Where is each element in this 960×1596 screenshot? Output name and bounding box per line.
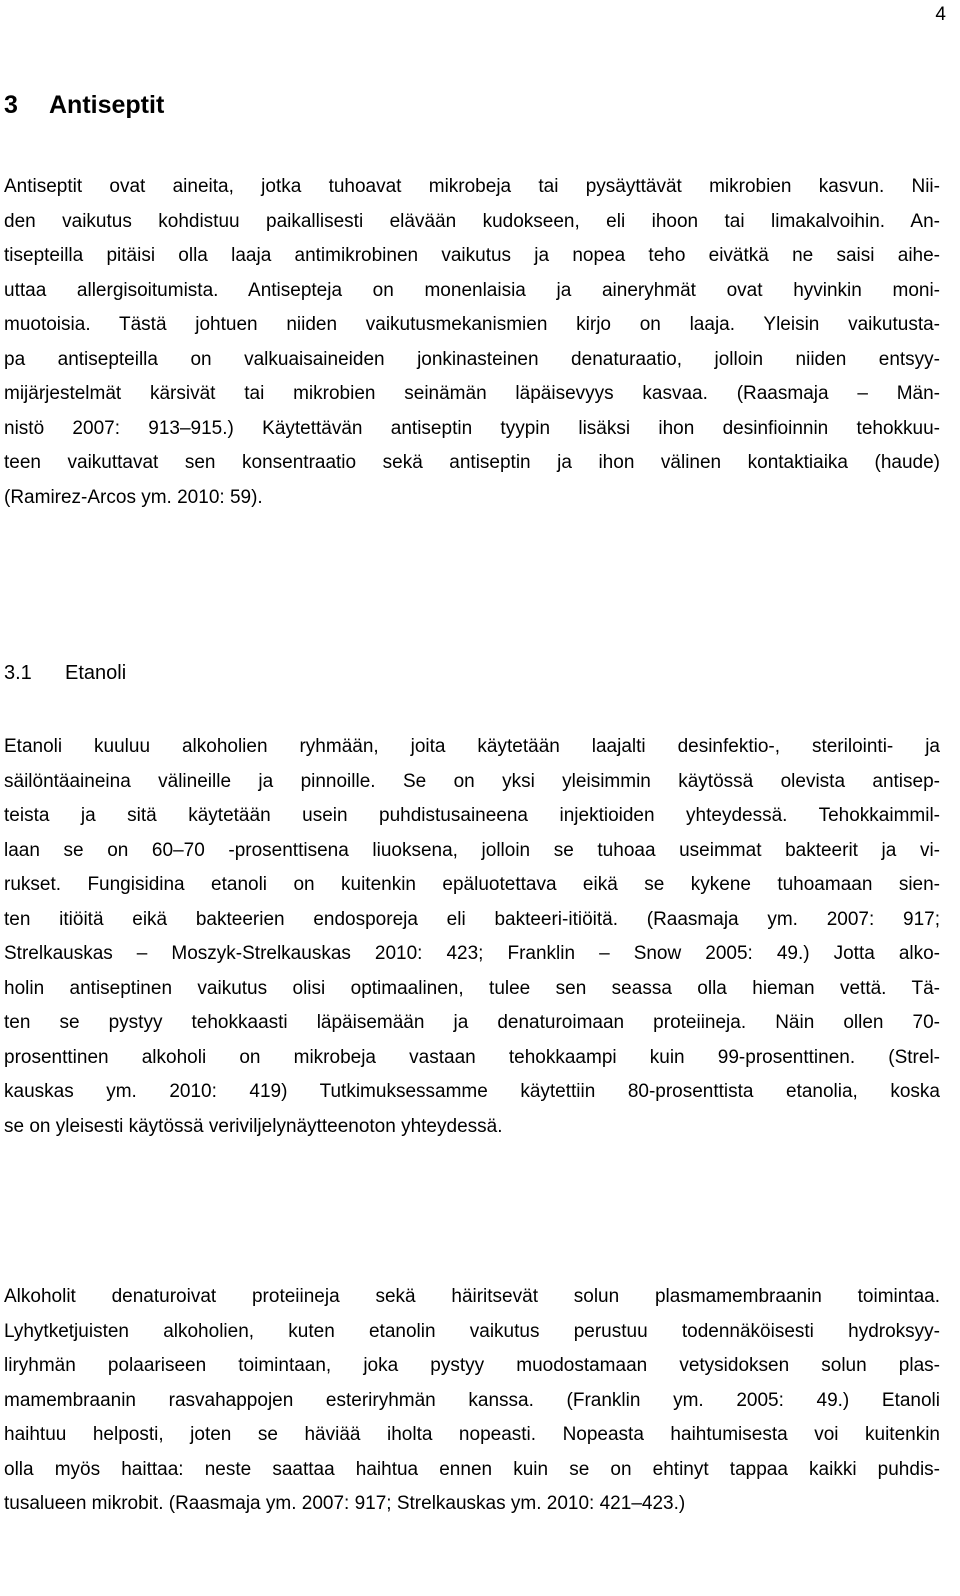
paragraph-line: nistö 2007: 913–915.) Käytettävän antiseptin tyypin lisäksi ihon desinfioinnin tehokkuu- bbox=[4, 417, 940, 439]
paragraph-line: rukset. Fungisidina etanoli on kuitenkin epäluotettava eikä se kykene tuhoamaan sien- bbox=[4, 874, 940, 895]
paragraph-line: se on yleisesti käytössä veriviljelynäytteenoton yhteydessä. bbox=[4, 1115, 503, 1137]
paragraph-line: olla myös haittaa: neste saattaa haihtua ennen kuin se on ehtinyt tappaa kaikki puhdis- bbox=[4, 1458, 940, 1480]
subsection-paragraph-2 bbox=[4, 1280, 940, 1522]
paragraph-line: kauskas ym. 2010: 419) Tutkimuksessamme käytettiin 80-prosenttista etanolia, koska bbox=[4, 1081, 940, 1102]
paragraph-line: tisepteilla pitäisi olla laaja antimikrobinen vaikutus ja nopea teho eivätkä ne saisi aihe- bbox=[4, 245, 940, 266]
paragraph-line: Etanoli kuuluu alkoholien ryhmään, joita käytetään laajalti desinfektio-, sterilointi- ja bbox=[4, 736, 940, 757]
subsection-paragraph-1 bbox=[4, 730, 940, 1144]
paragraph-line: (Ramirez-Arcos ym. 2010: 59). bbox=[4, 486, 263, 508]
paragraph-line: laan se on 60–70 -prosenttisena liuoksena, jolloin se tuhoaa useimmat bakteerit ja vi- bbox=[4, 839, 940, 861]
paragraph-line: mamembraanin rasvahappojen esteriryhmän kanssa. (Franklin ym. 2005: 49.) Etanoli bbox=[4, 1389, 940, 1411]
paragraph-line: prosenttinen alkoholi on mikrobeja vastaan tehokkaampi kuin 99-prosenttinen. (Strel- bbox=[4, 1046, 940, 1068]
paragraph-line: Alkoholit denaturoivat proteiineja sekä häiritsevät solun plasmamembraanin toimintaa. bbox=[4, 1286, 940, 1307]
paragraph-line: teista ja sitä käytetään usein puhdistusaineena injektioiden yhteydessä. Tehokkaimmil- bbox=[4, 805, 940, 826]
section-heading bbox=[4, 90, 164, 120]
paragraph-line: ten se pystyy tehokkaasti läpäisemään ja denaturoimaan proteiineja. Näin ollen 70- bbox=[4, 1012, 940, 1033]
paragraph-line: liryhmän polaariseen toimintaan, joka pystyy muodostamaan vetysidoksen solun plas- bbox=[4, 1355, 940, 1376]
paragraph-line: haihtuu helposti, joten se häviää iholta nopeasti. Nopeasta haihtumisesta voi kuitenkin bbox=[4, 1424, 940, 1445]
paragraph-line: tusalueen mikrobit. (Raasmaja ym. 2007: 917; Strelkauskas ym. 2010: 421–423.) bbox=[4, 1493, 686, 1514]
paragraph-line: ten itiöitä eikä bakteerien endosporeja eli bakteeri-itiöitä. (Raasmaja ym. 2007: 917; bbox=[4, 908, 940, 930]
paragraph-line: den vaikutus kohdistuu paikallisesti elävään kudokseen, eli ihoon tai limakalvoihin. An- bbox=[4, 210, 940, 232]
section-title: Antiseptit bbox=[49, 91, 165, 119]
page-number: 4 bbox=[935, 4, 946, 25]
paragraph-line: säilöntäaineina välineille ja pinnoille. Se on yksi yleisimmin käytössä olevista antisep- bbox=[4, 770, 940, 792]
section-paragraph bbox=[4, 170, 940, 515]
paragraph-line: muotoisia. Tästä johtuen niiden vaikutusmekanismien kirjo on laaja. Yleisin vaikutusta- bbox=[4, 314, 940, 335]
subsection-number: 3.1 bbox=[4, 662, 32, 684]
paragraph-line: holin antiseptinen vaikutus olisi optimaalinen, tulee sen seassa olla hieman vettä. Tä- bbox=[4, 977, 940, 999]
paragraph-line: pa antisepteilla on valkuaisaineiden jonkinasteinen denaturaatio, jolloin niiden entsyy- bbox=[4, 348, 940, 370]
paragraph-line: Strelkauskas – Moszyk-Strelkauskas 2010: 423; Franklin – Snow 2005: 49.) Jotta alko- bbox=[4, 943, 940, 964]
subsection-title: Etanoli bbox=[65, 662, 127, 684]
paragraph-line: teen vaikuttavat sen konsentraatio sekä antiseptin ja ihon välinen kontaktiaika (haude) bbox=[4, 452, 940, 473]
paragraph-line: Lyhytketjuisten alkoholien, kuten etanolin vaikutus perustuu todennäköisesti hydroksyy- bbox=[4, 1320, 940, 1342]
paragraph-line: Antiseptit ovat aineita, jotka tuhoavat mikrobeja tai pysäyttävät mikrobien kasvun. Nii- bbox=[4, 176, 940, 197]
paragraph-line: mijärjestelmät kärsivät tai mikrobien seinämän läpäisevyys kasvaa. (Raasmaja – Män- bbox=[4, 383, 940, 404]
subsection-heading bbox=[4, 660, 126, 686]
paragraph-line: uttaa allergisoitumista. Antisepteja on monenlaisia ja aineryhmät ovat hyvinkin moni- bbox=[4, 279, 940, 301]
section-number: 3 bbox=[4, 91, 18, 119]
